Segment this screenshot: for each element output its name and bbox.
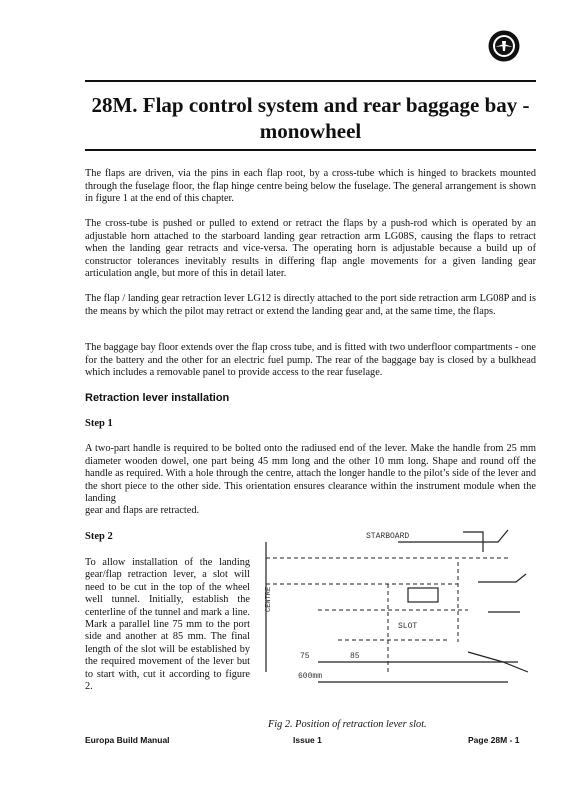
- figure-label-top: STARBOARD: [366, 532, 410, 541]
- figure-label-dim2: 85: [350, 652, 360, 661]
- footer-manual-name: Europa Build Manual: [85, 735, 170, 745]
- intro-paragraph-4: The baggage bay floor extends over the flap cross tube, and is fitted with two underfloor compartments - one for the battery and the other for an electric fuel pump. The rear of the baggage bay is closed by a bulkhead which includes a removable panel to provide access to the rear fuselage.: [85, 342, 536, 379]
- header-rule-bottom: [85, 149, 536, 151]
- step1-heading: Step 1: [85, 418, 113, 429]
- figure-caption: Fig 2. Position of retraction lever slot.: [268, 719, 427, 730]
- section-heading: Retraction lever installation: [85, 392, 230, 404]
- footer-page-number: Page 28M - 1: [468, 735, 520, 745]
- footer-issue: Issue 1: [293, 735, 322, 745]
- retraction-lever-slot-figure: [258, 522, 536, 708]
- europa-logo-icon: [488, 30, 520, 62]
- step1-text: A two-part handle is required to be bolted onto the radiused end of the lever. Make the handle from 25 mm diameter wooden dowel, one part being 45 mm long and the other 10 mm long. Shape and round off the handle as required. With a hole through the centre, attach the longer handle to the pilot’s side of the lever and the short piece to the other side. This orientation ensures clearance within the instrument module when the landing: [85, 443, 536, 505]
- figure-label-note: 600mm: [298, 672, 323, 681]
- step2-text: To allow installation of the landing gear/flap retraction lever, a slot will need to be cut in the top of the wheel well tunnel. Initially, establish the centerline of the tunnel and mark a line. Mark a parallel line 75 mm to the port side and another at 85 mm. The final length of the slot will be established by the required movement of the lever but to start with, cut it according to figure 2.: [85, 557, 250, 693]
- figure-label-left: CENTRE: [265, 586, 273, 612]
- step2-heading: Step 2: [85, 531, 113, 542]
- intro-paragraph-3: The flap / landing gear retraction lever LG12 is directly attached to the port side retraction arm LG08P and is the means by which the pilot may retract or extend the landing gear and, at the same time, the flaps.: [85, 293, 536, 317]
- figure-label-dim3: SLOT: [398, 622, 418, 631]
- step1-text-end: gear and flaps are retracted.: [85, 505, 200, 516]
- page-title: 28M. Flap control system and rear baggage bay - monowheel: [91, 93, 530, 143]
- header-rule-top: [85, 80, 536, 82]
- intro-paragraph-2: The cross-tube is pushed or pulled to extend or retract the flaps by a push-rod which is operated by an adjustable horn attached to the starboard landing gear retraction arm LG08S, causing the flaps to retract when the landing gear retracts and vice-versa. The operating horn is adjustable because a build up of constructor tolerances inevitably results in differing flap angle movements for a given landing gear articulation angle, but more of this in detail later.: [85, 218, 536, 280]
- intro-paragraph-1: The flaps are driven, via the pins in each flap root, by a cross-tube which is hinged to brackets mounted through the fuselage floor, the flap hinge centre being below the fuselage. The general arrangement is shown in figure 1 at the end of this chapter.: [85, 168, 536, 205]
- figure-label-dim1: 75: [300, 652, 310, 661]
